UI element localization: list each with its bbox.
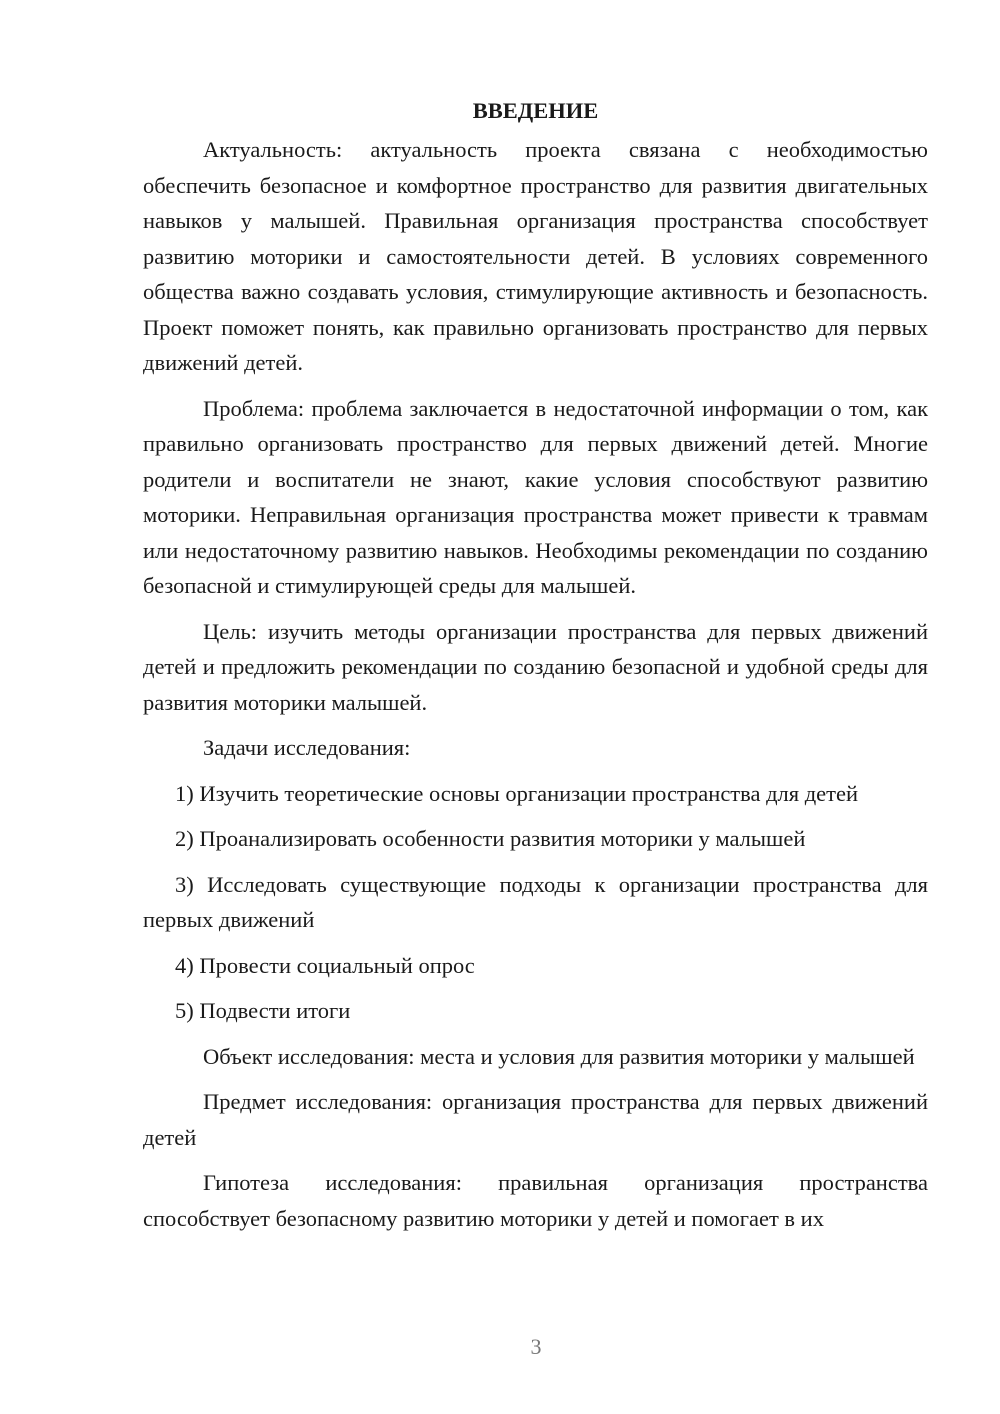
task-item-2: 2) Проанализировать особенности развития моторики у малышей xyxy=(175,826,806,851)
hypothesis-paragraph: Гипотеза исследования: правильная организация пространства способствует безопасному развитию моторики у детей и помогает в их xyxy=(143,1170,928,1231)
task-item-1: 1) Изучить теоретические основы организации пространства для детей xyxy=(175,780,859,806)
subject-paragraph: Предмет исследования: организация пространства для первых движений детей xyxy=(143,1089,928,1150)
page-title: ВВЕДЕНИЕ xyxy=(472,98,599,123)
tasks-heading: Задачи исследования: xyxy=(203,735,411,760)
document-page xyxy=(143,92,928,1246)
task-item-4: 4) Провести социальный опрос xyxy=(175,952,475,978)
task-item-3: 3) Исследовать существующие подходы к организации пространства для первых движений xyxy=(143,871,928,932)
task-item-5: 5) Подвести итоги xyxy=(175,998,351,1023)
page-number: 3 xyxy=(530,1334,542,1359)
goal-paragraph: Цель: изучить методы организации пространства для первых движений детей и предложить рекомендации по созданию безопасной и удобной среды для развития моторики малышей. xyxy=(143,618,928,715)
relevance-paragraph: Актуальность: актуальность проекта связана с необходимостью обеспечить безопасное и комфортное пространство для развития двигательных навыков у малышей. Правильная организация пространства способствует развитию моторики и самостоятельности детей. В условиях современного общества важно создавать условия, стимулирующие активность и безопасность. Проект поможет понять, как правильно организовать пространство для первых движений детей. xyxy=(143,137,928,375)
problem-paragraph: Проблема: проблема заключается в недостаточной информации о том, как правильно организовать пространство для первых движений детей. Многие родители и воспитатели не знают, какие условия способствуют развитию моторики. Неправильная организация пространства может привести к травмам или недостаточному развитию навыков. Необходимы рекомендации по созданию безопасной и стимулирующей среды для малышей. xyxy=(143,395,928,598)
object-paragraph: Объект исследования: места и условия для развития моторики у малышей xyxy=(203,1043,915,1069)
